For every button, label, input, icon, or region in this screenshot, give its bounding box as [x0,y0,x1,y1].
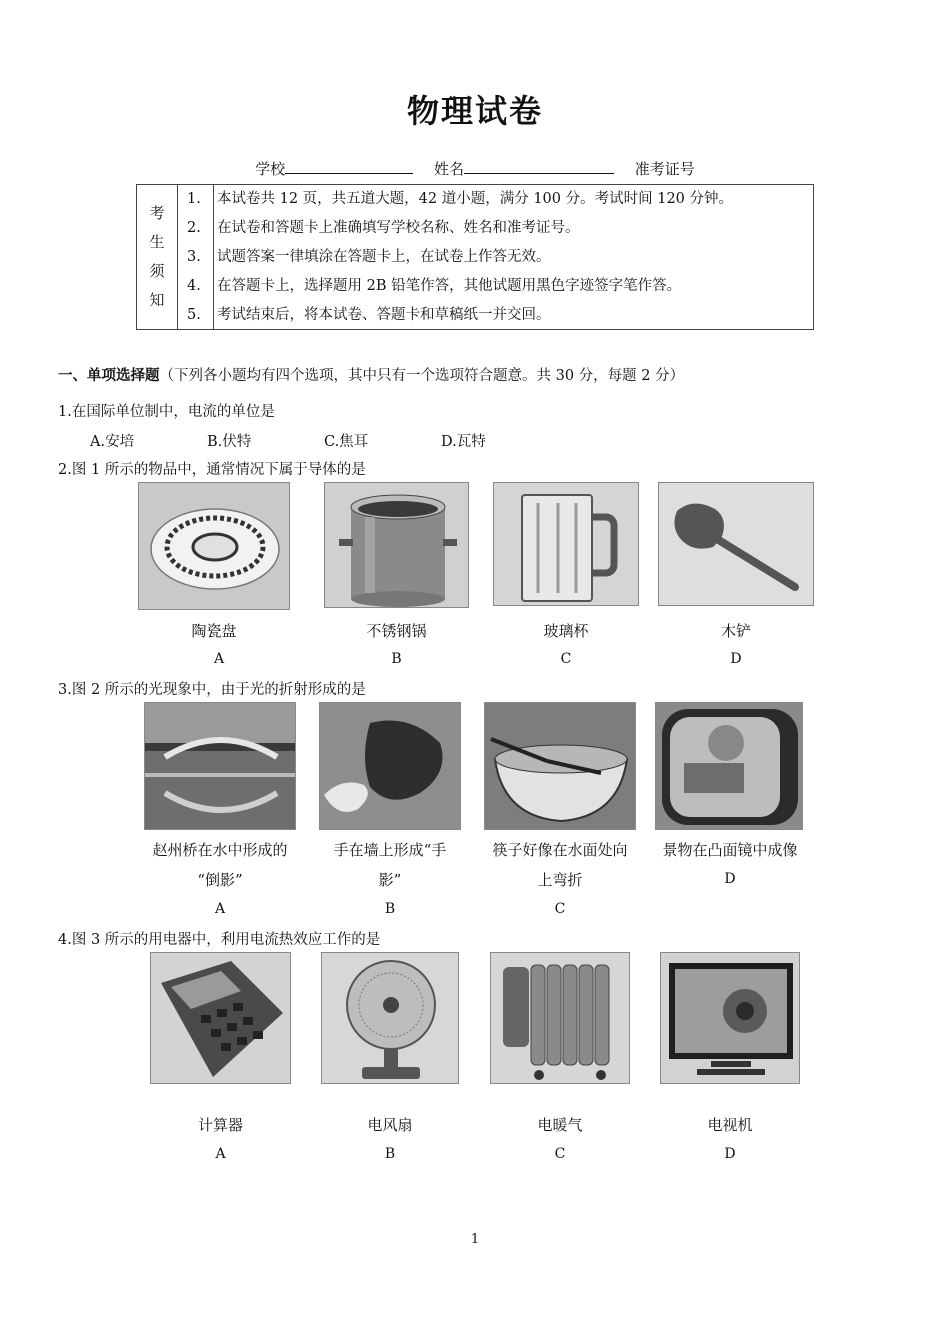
caption-line: 筷子好像在水面处向 [492,841,628,859]
caption-line: 影” [378,871,402,889]
notice-item-num: 3. [187,249,201,265]
caption-line: 赵州桥在水中形成的 [152,841,288,859]
question-4-stem: 4.图 3 所示的用电器中，利用电流热效应工作的是 [58,932,381,948]
q2-caption-c: 玻璃杯 [543,622,589,640]
option-a[interactable]: A.安培 [90,434,135,450]
glass-mug-icon [493,482,639,606]
notice-item [177,243,813,272]
q2-letter-b[interactable]: B [391,651,402,667]
notice-item-text: 本试卷共 12 页，共五道大题，42 道小题，满分 100 分。考试时间 120 分钟。 [217,191,734,207]
television-icon [660,952,800,1084]
electric-fan-icon [321,952,459,1084]
page-number: 1 [470,1232,480,1247]
q4-caption-d: 电视机 [707,1116,753,1134]
notice-side-char: 须 [149,262,165,280]
question-2-stem: 2.图 1 所示的物品中，通常情况下属于导体的是 [58,462,366,478]
q2-letter-c[interactable]: C [560,651,572,667]
q3-letter-c[interactable]: C [554,901,566,917]
notice-item-num: 4. [187,278,201,294]
notice-item-text: 试题答案一律填涂在答题卡上，在试卷上作答无效。 [217,249,551,265]
notice-side-char: 知 [149,291,165,309]
q4-caption-c: 电暖气 [537,1116,583,1134]
calculator-icon [150,952,291,1084]
q2-letter-a[interactable]: A [213,651,225,667]
notice-item-text: 考试结束后，将本试卷、答题卡和草稿纸一并交回。 [217,307,551,323]
ceramic-plate-icon [138,482,290,610]
student-info-row [0,158,950,179]
oil-heater-icon [490,952,630,1084]
q4-caption-b: 电风扇 [367,1116,413,1134]
exam-notice-box [136,184,814,330]
notice-item-text: 在答题卡上，选择题用 2B 铅笔作答，其他试题用黑色字迹签字笔作答。 [217,278,682,294]
q3-letter-b[interactable]: B [384,901,396,917]
q4-letter-a[interactable]: A [215,1146,226,1162]
option-b[interactable]: B.伏特 [207,434,252,450]
caption-line: “倒影” [197,871,243,889]
hand-shadow-icon [319,702,461,830]
notice-item-text: 在试卷和答题卡上准确填写学校名称、姓名和准考证号。 [217,220,580,236]
section-heading [58,364,684,385]
q4-letter-b[interactable]: B [384,1146,396,1162]
notice-item [177,214,813,243]
exam-id-label: 准考证号 [634,160,695,178]
steel-pot-icon [324,482,469,608]
q4-letter-c[interactable]: C [554,1146,566,1162]
question-3-stem: 3.图 2 所示的光现象中，由于光的折射形成的是 [58,682,366,698]
q2-caption-b: 不锈钢锅 [366,622,427,640]
caption-line: 手在墙上形成“手 [333,841,447,859]
notice-item-num: 5. [187,307,201,323]
notice-item-num: 2. [187,220,201,236]
option-d[interactable]: D.瓦特 [441,434,486,450]
notice-item [177,301,813,330]
q2-caption-a: 陶瓷盘 [191,622,237,640]
notice-number-divider [213,185,214,329]
school-label: 学校 [255,160,286,178]
q3-letter-a[interactable]: A [214,901,226,917]
q3-caption-a [144,835,296,895]
school-blank[interactable] [285,159,413,174]
question-1-options [90,430,558,451]
q4-letter-d[interactable]: D [724,1146,736,1162]
name-blank[interactable] [464,159,614,174]
question-1-stem: 1.在国际单位制中，电流的单位是 [58,404,275,420]
caption-line: 上弯折 [537,871,583,889]
q2-caption-d: 木铲 [720,622,751,640]
notice-item [177,185,813,214]
convex-mirror-icon [655,702,803,830]
chopsticks-bowl-icon [484,702,636,830]
section-title: 一、单项选择题 [58,368,160,384]
notice-item-num: 1. [187,191,201,207]
notice-side-char: 生 [149,233,165,251]
notice-side-char: 考 [149,204,165,222]
q4-caption-a: 计算器 [197,1116,243,1134]
bridge-reflection-icon [144,702,296,830]
section-note: （下列各小题均有四个选项，其中只有一个选项符合题意。共 30 分，每题 2 分） [159,368,685,384]
caption-line: 景物在凸面镜中成像 [662,841,798,859]
q2-letter-d[interactable]: D [730,651,742,667]
q3-caption-b [319,835,461,895]
q3-letter-d[interactable]: D [724,871,736,887]
option-c[interactable]: C.焦耳 [324,434,369,450]
notice-side-label [137,185,178,329]
notice-item [177,272,813,301]
q3-caption-c [484,835,636,895]
name-label: 姓名 [433,160,464,178]
page-title: 物理试卷 [406,92,543,130]
wooden-spatula-icon [658,482,814,606]
notice-items [177,185,813,329]
q3-caption-d [652,835,808,865]
